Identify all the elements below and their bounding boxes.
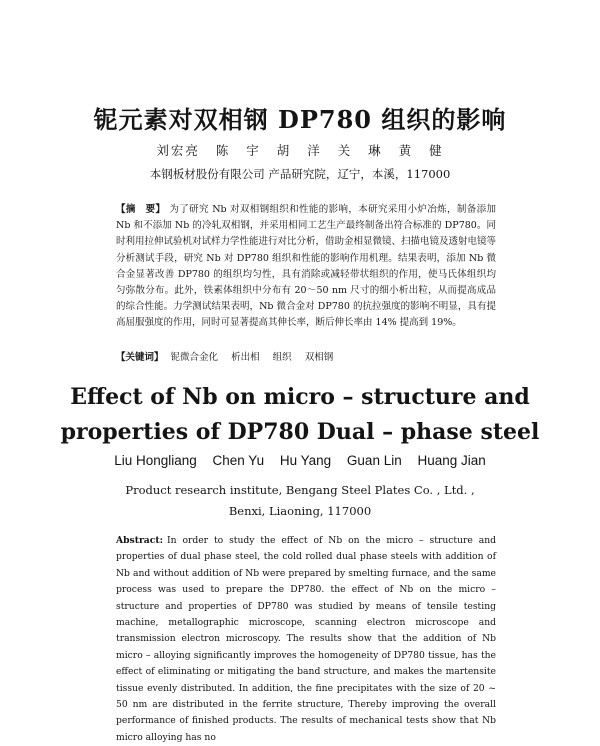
chinese-abstract-text: 为了研究 Nb 对双相钢组织和性能的影响，本研究采用小炉冶炼，制备添加 Nb 和不添加 Nb 的冷轧双相钢，并采用相同工艺生产最终制备出符合标准的 DP780。同时利用拉伸试验机对试样力学性能进行对比分析，借助金相显微镜、扫描电镜及透射电镜等分析测试手段，研究 Nb 对 DP780 组织和性能的影响作用机理。结果表明，添加 Nb 微合金显著改善 DP780 的组织均匀性，具有消除或减轻带状组织的作用，使马氏体组织均匀弥散分布。此外，铁素体组织中分布有 20～50 nm 尺寸的细小析出粒，从而提高成品的综合性能。力学测试结果表明，Nb 微合金对 DP780 的抗拉强度的影响不明显，具有提高屈服强度的作用，同时可显著提高其伸长率，断后伸长率由 14% 提高到 19%。 (116, 204, 497, 329)
affiliation-line: Benxi, Liaoning, 117000 (228, 504, 372, 518)
author-name: Hu Yang (279, 453, 332, 468)
author-name: Liu Hongliang (114, 453, 197, 468)
author-name: Guan Lin (346, 453, 402, 468)
keyword: 组织 (272, 352, 292, 363)
chinese-abstract-label: 【摘 要】 (116, 204, 166, 215)
chinese-title: 铌元素对双相钢 DP780 组织的影响 (93, 105, 507, 134)
author-name: Chen Yu (212, 453, 265, 468)
english-title (40, 380, 560, 450)
english-title-line: Effect of Nb on micro – structure and (70, 384, 530, 410)
english-title-line: properties of DP780 Dual – phase steel (60, 419, 540, 445)
affiliation-line: Product research institute, Bengang Steel Plates Co. , Ltd. , (125, 483, 475, 497)
keyword: 析出相 (231, 352, 260, 363)
english-affiliation (0, 480, 600, 522)
chinese-authors: 刘宏亮 陈 宇 胡 洋 关 琳 黄 健 (156, 143, 444, 158)
english-abstract-text: In order to study the effect of Nb on the micro – structure and properties of dual phase steel, the cold rolled dual phase steels with addition of Nb and without addition of Nb were prepared by smelting furnace, and the same process was used to prepare the DP780. the effect of Nb on the micro – structure and properties of DP780 was studied by means of tensile testing machine, metallographic microscope, scanning electron microscope and transmission electron microscopy. The results show that the addition of Nb micro – alloying significantly improves the homogeneity of DP780 tissue, has the effect of eliminating or mitigating the band structure, and makes the martensite tissue evenly distributed. In addition, the fine precipitates with the size of 20 ~ 50 nm are distributed in the ferrite structure, Thereby improving the overall performance of finished products. The results of mechanical tests show that Nb micro alloying has no (116, 535, 496, 743)
keyword: 双相钢 (304, 352, 334, 363)
english-authors (0, 453, 600, 468)
english-abstract-label: Abstract: (116, 535, 163, 546)
keyword: 铌微合金化 (170, 352, 219, 363)
english-abstract (116, 533, 496, 746)
chinese-abstract (116, 202, 496, 332)
chinese-keywords (116, 349, 496, 363)
chinese-keywords-label: 【关键词】 (116, 352, 164, 363)
chinese-affiliation: 本钢板材股份有限公司 产品研究院，辽宁，本溪，117000 (149, 167, 451, 181)
author-name: Huang Jian (417, 453, 486, 468)
